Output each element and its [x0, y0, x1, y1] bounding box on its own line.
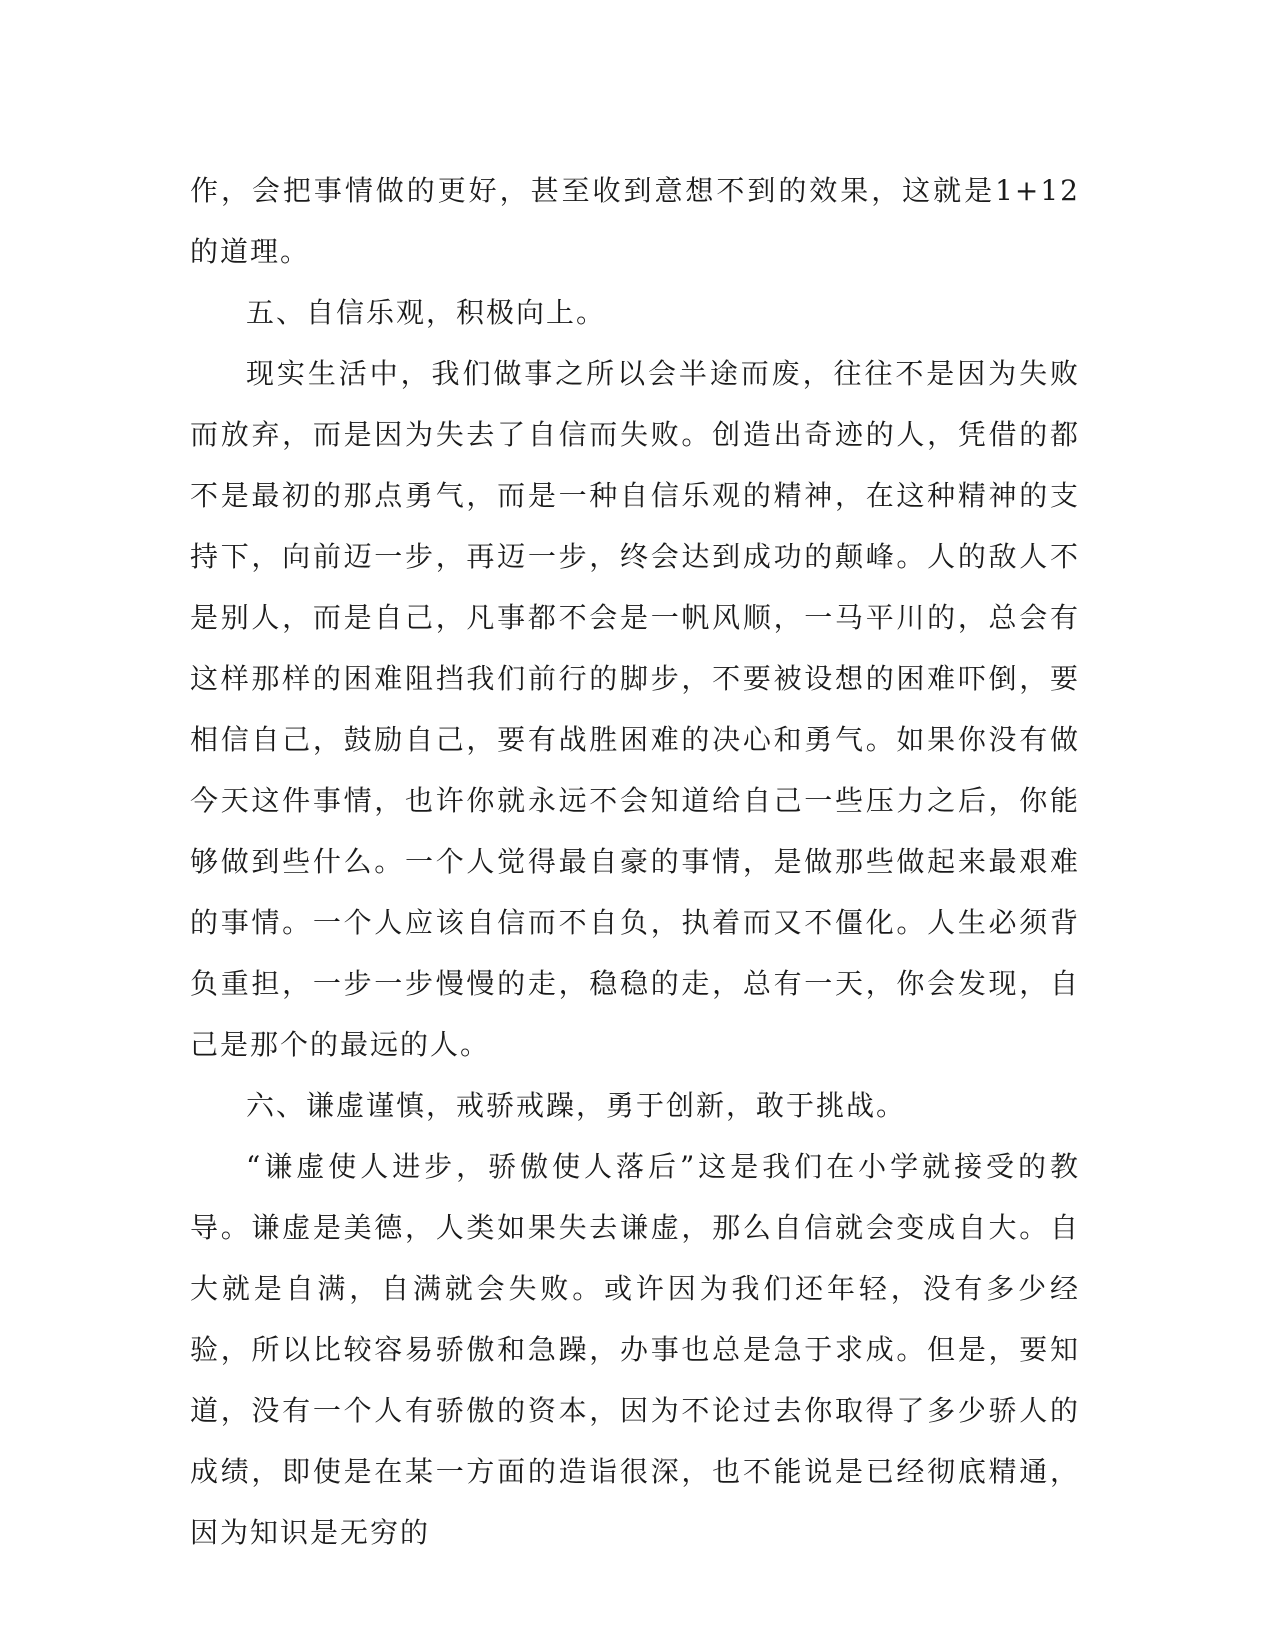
- body-text: [190, 160, 1080, 1563]
- section-heading-six: 六、谦虚谨慎，戒骄戒躁，勇于创新，敢于挑战。: [246, 1089, 907, 1122]
- paragraph-continuation: 作，会把事情做的更好，甚至收到意想不到的效果，这就是1+12的道理。: [190, 174, 1080, 268]
- paragraph-modesty: “谦虚使人进步，骄傲使人落后”这是我们在小学就接受的教导。谦虚是美德，人类如果失去谦虚，那么自信就会变成自大。自大就是自满，自满就会失败。或许因为我们还年轻，没有多少经验，所以比较容易骄傲和急躁，办事也总是急于求成。但是，要知道，没有一个人有骄傲的资本，因为不论过去你取得了多少骄人的成绩，即使是在某一方面的造诣很深，也不能说是已经彻底精通，因为知识是无穷的: [190, 1150, 1080, 1549]
- paragraph-confidence: 现实生活中，我们做事之所以会半途而废，往往不是因为失败而放弃，而是因为失去了自信而失败。创造出奇迹的人，凭借的都不是最初的那点勇气，而是一种自信乐观的精神，在这种精神的支持下，向前迈一步，再迈一步，终会达到成功的颠峰。人的敌人不是别人，而是自己，凡事都不会是一帆风顺，一马平川的，总会有这样那样的困难阻挡我们前行的脚步，不要被设想的困难吓倒，要相信自己，鼓励自己，要有战胜困难的决心和勇气。如果你没有做今天这件事情，也许你就永远不会知道给自己一些压力之后，你能够做到些什么。一个人觉得最自豪的事情，是做那些做起来最艰难的事情。一个人应该自信而不自负，执着而又不僵化。人生必须背负重担，一步一步慢慢的走，稳稳的走，总有一天，你会发现，自己是那个的最远的人。: [190, 357, 1080, 1061]
- section-heading-five: 五、自信乐观，积极向上。: [246, 296, 607, 329]
